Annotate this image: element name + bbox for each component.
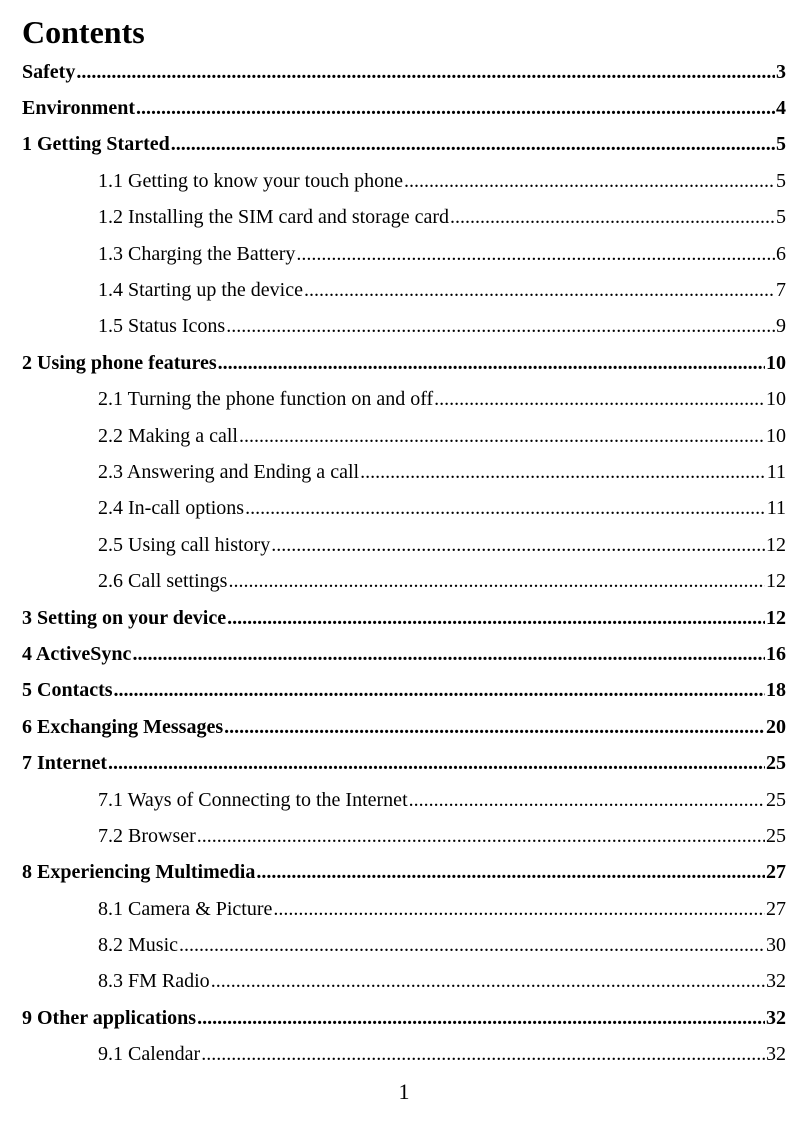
toc-dot-leader (304, 279, 775, 302)
page-title: Contents (22, 14, 145, 50)
toc-dot-leader (239, 425, 765, 448)
toc-entry-page-number: 11 (766, 497, 786, 520)
toc-chapter-entry[interactable] (0, 600, 808, 636)
toc-entry-title: 9 Other applications (22, 1006, 197, 1029)
toc-dot-leader (211, 970, 765, 993)
toc-dot-leader (197, 825, 765, 848)
toc-entry-title: 1.4 Starting up the device (98, 279, 303, 302)
toc-section-entry[interactable] (0, 527, 808, 563)
toc-section-entry[interactable] (0, 891, 808, 927)
toc-section-entry[interactable] (0, 491, 808, 527)
toc-entry-title: 5 Contacts (22, 679, 113, 702)
toc-entry-page-number: 32 (766, 1043, 786, 1066)
toc-dot-leader (114, 679, 765, 702)
toc-entry-page-number: 5 (776, 133, 786, 156)
toc-section-entry[interactable] (0, 563, 808, 599)
toc-entry-page-number: 5 (776, 169, 786, 192)
toc-entry-title: 8.1 Camera & Picture (98, 897, 273, 920)
toc-dot-leader (76, 61, 775, 84)
toc-dot-leader (201, 1043, 765, 1066)
toc-chapter-entry[interactable] (0, 90, 808, 126)
toc-chapter-entry[interactable] (0, 54, 808, 90)
toc-entry-title: Safety (22, 60, 76, 83)
toc-section-entry[interactable] (0, 163, 808, 199)
toc-entry-page-number: 6 (776, 242, 786, 265)
toc-dot-leader (256, 861, 765, 884)
toc-dot-leader (228, 570, 765, 593)
toc-entry-page-number: 3 (776, 60, 786, 83)
toc-entry-title: 4 ActiveSync (22, 642, 132, 665)
toc-dot-leader (434, 388, 765, 411)
toc-section-entry[interactable] (0, 818, 808, 854)
toc-entry-title: 8.3 FM Radio (98, 970, 210, 993)
table-of-contents (0, 54, 808, 1073)
toc-dot-leader (218, 352, 765, 375)
toc-chapter-entry[interactable] (0, 673, 808, 709)
toc-entry-title: 7.2 Browser (98, 824, 196, 847)
toc-entry-title: 2.4 In-call options (98, 497, 245, 520)
toc-entry-page-number: 9 (776, 315, 786, 338)
toc-entry-title: 3 Setting on your device (22, 606, 227, 629)
toc-chapter-entry[interactable] (0, 636, 808, 672)
toc-section-entry[interactable] (0, 1037, 808, 1073)
toc-entry-title: 2.1 Turning the phone function on and off (98, 388, 434, 411)
toc-dot-leader (132, 643, 765, 666)
toc-entry-page-number: 25 (766, 788, 786, 811)
page-number: 1 (398, 1079, 410, 1104)
toc-chapter-entry[interactable] (0, 127, 808, 163)
toc-dot-leader (224, 716, 765, 739)
toc-dot-leader (171, 133, 775, 156)
toc-entry-title: 8 Experiencing Multimedia (22, 861, 256, 884)
toc-entry-page-number: 25 (766, 752, 786, 775)
toc-chapter-entry[interactable] (0, 709, 808, 745)
toc-dot-leader (296, 243, 775, 266)
toc-entry-page-number: 27 (766, 861, 786, 884)
toc-dot-leader (409, 789, 765, 812)
toc-entry-title: 7 Internet (22, 752, 107, 775)
toc-dot-leader (226, 315, 775, 338)
toc-section-entry[interactable] (0, 454, 808, 490)
toc-entry-title: 9.1 Calendar (98, 1043, 201, 1066)
toc-entry-page-number: 12 (766, 570, 786, 593)
toc-entry-page-number: 4 (776, 97, 786, 120)
toc-entry-title: 2.5 Using call history (98, 533, 271, 556)
toc-dot-leader (108, 752, 765, 775)
toc-entry-title: 7.1 Ways of Connecting to the Internet (98, 788, 408, 811)
toc-entry-title: 2 Using phone features (22, 351, 217, 374)
toc-section-entry[interactable] (0, 964, 808, 1000)
toc-section-entry[interactable] (0, 418, 808, 454)
toc-dot-leader (136, 97, 775, 120)
toc-entry-page-number: 18 (766, 679, 786, 702)
toc-entry-page-number: 12 (766, 606, 786, 629)
toc-chapter-entry[interactable] (0, 345, 808, 381)
toc-entry-page-number: 7 (776, 279, 786, 302)
toc-section-entry[interactable] (0, 927, 808, 963)
toc-entry-title: 2.2 Making a call (98, 424, 238, 447)
toc-section-entry[interactable] (0, 236, 808, 272)
toc-dot-leader (450, 206, 775, 229)
toc-section-entry[interactable] (0, 272, 808, 308)
toc-chapter-entry[interactable] (0, 855, 808, 891)
toc-entry-title: 1 Getting Started (22, 133, 170, 156)
toc-entry-title: 1.3 Charging the Battery (98, 242, 296, 265)
toc-dot-leader (227, 607, 765, 630)
toc-dot-leader (360, 461, 766, 484)
toc-entry-page-number: 32 (766, 970, 786, 993)
toc-entry-page-number: 20 (766, 715, 786, 738)
toc-entry-page-number: 10 (766, 388, 786, 411)
toc-entry-page-number: 30 (766, 934, 786, 957)
toc-entry-page-number: 16 (766, 642, 786, 665)
toc-entry-page-number: 27 (766, 897, 786, 920)
toc-chapter-entry[interactable] (0, 1000, 808, 1036)
toc-dot-leader (273, 898, 765, 921)
toc-section-entry[interactable] (0, 309, 808, 345)
toc-dot-leader (197, 1007, 765, 1030)
toc-entry-page-number: 12 (766, 533, 786, 556)
toc-entry-page-number: 25 (766, 824, 786, 847)
toc-dot-leader (179, 934, 765, 957)
toc-section-entry[interactable] (0, 382, 808, 418)
toc-entry-title: 1.5 Status Icons (98, 315, 226, 338)
toc-entry-title: 2.6 Call settings (98, 570, 228, 593)
toc-chapter-entry[interactable] (0, 745, 808, 781)
toc-dot-leader (271, 534, 765, 557)
toc-section-entry[interactable] (0, 200, 808, 236)
toc-entry-page-number: 5 (776, 206, 786, 229)
toc-dot-leader (404, 170, 775, 193)
toc-entry-page-number: 11 (766, 460, 786, 483)
toc-entry-title: 6 Exchanging Messages (22, 715, 224, 738)
toc-entry-page-number: 10 (766, 424, 786, 447)
toc-entry-page-number: 32 (766, 1006, 786, 1029)
toc-entry-title: 2.3 Answering and Ending a call (98, 460, 360, 483)
toc-dot-leader (245, 497, 766, 520)
toc-entry-title: Environment (22, 97, 135, 120)
toc-entry-title: 1.2 Installing the SIM card and storage card (98, 206, 450, 229)
toc-section-entry[interactable] (0, 782, 808, 818)
toc-entry-title: 8.2 Music (98, 934, 178, 957)
toc-entry-page-number: 10 (766, 351, 786, 374)
toc-entry-title: 1.1 Getting to know your touch phone (98, 169, 403, 192)
